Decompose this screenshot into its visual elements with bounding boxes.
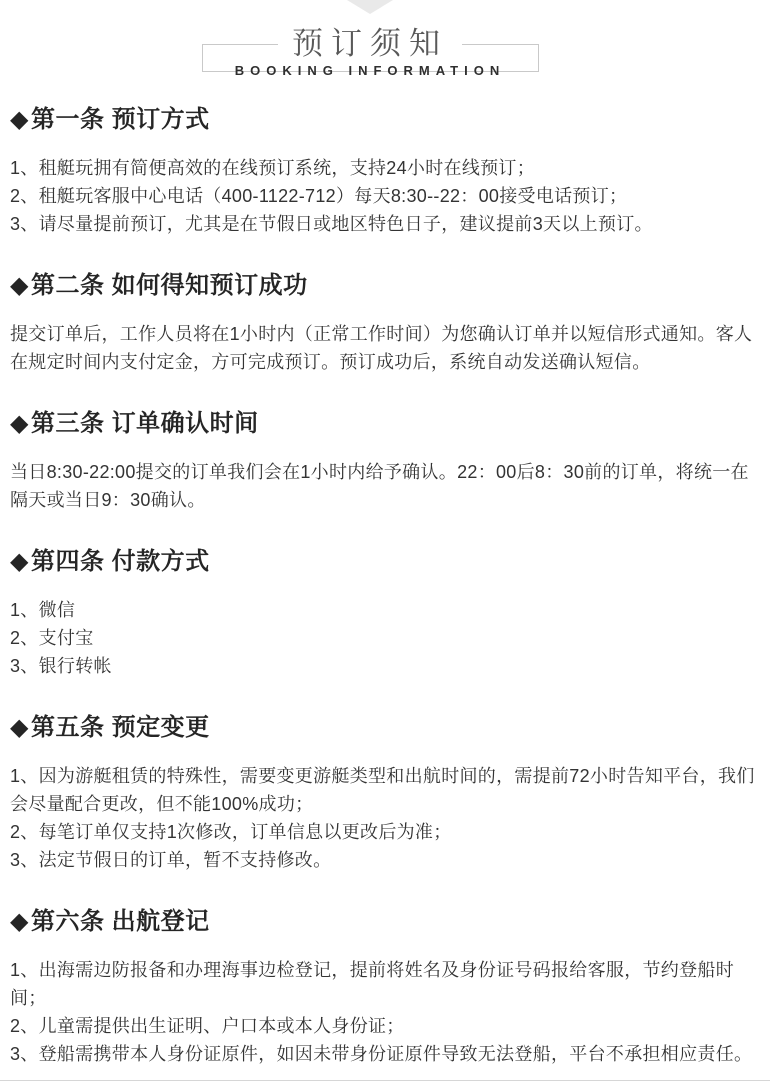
list-item: 1、租艇玩拥有简便高效的在线预订系统，支持24小时在线预订； — [10, 158, 536, 178]
diamond-bullet-icon: ◆ — [10, 548, 29, 575]
section-paragraph: 提交订单后，工作人员将在1小时内（正常工作时间）为您确认订单并以短信形式通知。客人在规定时间内支付定金，方可完成预订。预订成功后，系统自动发送确认短信。 — [10, 324, 753, 372]
diamond-bullet-icon: ◆ — [10, 410, 29, 437]
section-order-confirm-time — [10, 409, 760, 514]
list-item: 1、微信 — [10, 600, 76, 620]
list-item: 3、银行转帐 — [10, 656, 112, 676]
list-item: 3、请尽量提前预订，尤其是在节假日或地区特色日子，建议提前3天以上预订。 — [10, 214, 653, 234]
section-heading-text: 第一条 预订方式 — [30, 106, 210, 133]
diamond-bullet-icon: ◆ — [10, 908, 29, 935]
title-box — [202, 26, 539, 78]
section-payment-methods — [10, 547, 760, 680]
section-booking-confirmation — [10, 271, 760, 376]
section-heading — [10, 105, 760, 135]
section-heading-text: 第六条 出航登记 — [30, 908, 210, 935]
list-item: 3、法定节假日的订单，暂不支持修改。 — [10, 850, 332, 870]
diamond-bullet-icon: ◆ — [10, 272, 29, 299]
section-heading — [10, 713, 760, 743]
section-booking-changes — [10, 713, 760, 874]
list-item: 2、支付宝 — [10, 628, 94, 648]
section-heading-text: 第三条 订单确认时间 — [30, 410, 259, 437]
diamond-bullet-icon: ◆ — [10, 714, 29, 741]
page-header — [0, 0, 745, 78]
page-title: 预订须知 — [278, 25, 462, 63]
section-heading — [10, 409, 760, 439]
arrow-down-icon — [347, 0, 393, 14]
section-paragraph: 当日8:30-22:00提交的订单我们会在1小时内给予确认。22：00后8：30前的订单，将统一在隔天或当日9：30确认。 — [10, 462, 749, 510]
section-departure-registration — [10, 907, 760, 1068]
section-heading — [10, 271, 760, 301]
section-heading-text: 第四条 付款方式 — [30, 548, 210, 575]
page-subtitle: BOOKING INFORMATION — [234, 63, 506, 78]
section-booking-method — [10, 105, 760, 238]
list-item: 1、因为游艇租赁的特殊性，需要变更游艇类型和出航时间的，需提前72小时告知平台，我们会尽量配合更改，但不能100%成功； — [10, 766, 755, 814]
list-item: 3、登船需携带本人身份证原件，如因未带身份证原件导致无法登船，平台不承担相应责任。 — [10, 1044, 753, 1064]
section-heading-text: 第五条 预定变更 — [30, 714, 210, 741]
list-item: 2、每笔订单仅支持1次修改，订单信息以更改后为准； — [10, 822, 452, 842]
section-heading — [10, 907, 760, 937]
section-heading — [10, 547, 760, 577]
list-item: 2、租艇玩客服中心电话（400-1122-712）每天8:30--22：00接受电话预订； — [10, 186, 628, 206]
section-heading-text: 第二条 如何得知预订成功 — [30, 272, 308, 299]
list-item: 1、出海需边防报备和办理海事边检登记，提前将姓名及身份证号码报给客服，节约登船时间； — [10, 960, 735, 1008]
list-item: 2、儿童需提供出生证明、户口本或本人身份证； — [10, 1016, 405, 1036]
diamond-bullet-icon: ◆ — [10, 106, 29, 133]
